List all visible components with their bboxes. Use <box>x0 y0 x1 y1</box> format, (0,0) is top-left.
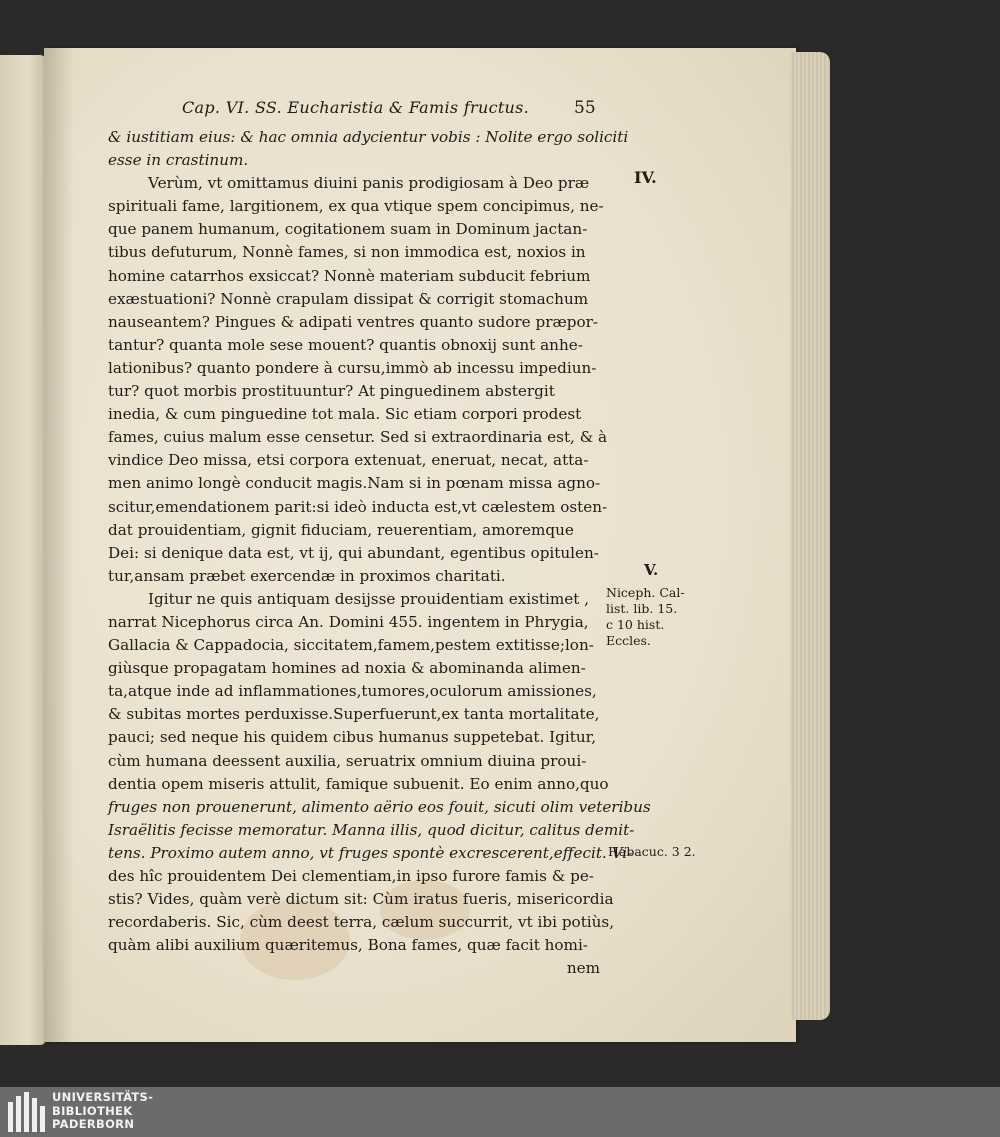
text-line: tibus defuturum, Nonnè fames, si non immodica est, noxios in <box>108 243 586 262</box>
text-line: que panem humanum, cogitationem suam in Dominum jactan- <box>108 220 588 239</box>
text-line: lationibus? quanto pondere à cursu,immò ab incessu impediun- <box>108 358 597 377</box>
text-line: men animo longè conducit magis.Nam si in pœnam missa agno- <box>108 474 601 493</box>
text-line: ta,atque inde ad inflammationes,tumores,oculorum amissiones, <box>108 682 597 701</box>
text-line: Israëlitis fecisse memoratur. Manna illis, quod dicitur, calitus demit- <box>108 820 635 839</box>
margin-note: Niceph. Cal- <box>606 585 685 600</box>
text-line: quàm alibi auxilium quæritemus, Bona fames, quæ facit homi- <box>108 936 588 955</box>
text-line: dentia opem miseris attulit, famique subuenit. Eo enim anno,quo <box>108 774 609 793</box>
margin-section-number: V. <box>644 561 659 579</box>
text-line: Gallacia & Cappadocia, siccitatem,famem,pestem extitisse;lon- <box>108 636 594 655</box>
margin-note: c 10 hist. <box>606 617 665 632</box>
text-line: nauseantem? Pingues & adipati ventres quanto sudore præpor- <box>108 312 598 331</box>
text-line: spirituali fame, largitionem, ex qua vtique spem concipimus, ne- <box>108 197 604 216</box>
text-line: dat prouidentiam, gignit fiduciam, reuerentiam, amoremque <box>108 520 574 539</box>
text-line: inedia, & cum pinguedine tot mala. Sic etiam corpori prodest <box>108 405 582 424</box>
text-line: & iustitiam eius: & hac omnia adycientur vobis : Nolite ergo soliciti <box>108 128 629 146</box>
text-line: tens. Proximo autem anno, vt fruges spontè excrescerent,effecit. Vi- <box>108 843 633 862</box>
text-line: homine catarrhos exsiccat? Nonnè materiam subducit febrium <box>108 266 591 285</box>
running-header: Cap. VI. SS. Eucharistia & Famis fructus. <box>182 98 530 117</box>
text-line: pauci; sed neque his quidem cibus humanus suppetebat. Igitur, <box>108 728 597 747</box>
text-line: Igitur ne quis antiquam desijsse prouidentiam existimet , <box>148 589 590 608</box>
text-line: tur,ansam præbet exercendæ in proximos charitati. <box>108 566 506 585</box>
margin-note: Eccles. <box>606 633 651 648</box>
text-line: & subitas mortes perduxisse.Superfuerunt,ex tanta mortalitate, <box>108 705 600 724</box>
text-line: fames, cuius malum esse censetur. Sed si extraordinaria est, & à <box>108 428 608 447</box>
catchword: nem <box>566 959 600 978</box>
text-line: cùm humana deessent auxilia, seruatrix omnium diuina proui- <box>108 751 587 770</box>
text-line: vindice Deo missa, etsi corpora extenuat, eneruat, necat, atta- <box>108 451 589 470</box>
text-line: scitur,emendationem parit:si ideò inducta est,vt cælestem osten- <box>108 497 608 516</box>
text-line: tantur? quanta mole sese mouent? quantis obnoxij sunt anhe- <box>108 335 583 354</box>
text-line: tur? quot morbis prostituuntur? At pinguedinem abstergit <box>108 382 555 401</box>
text-line: recordaberis. Sic, cùm deest terra, cælum succurrit, vt ibi potiùs, <box>108 913 615 932</box>
text-line: giùsque propagatam homines ad noxia & abominanda alimen- <box>108 659 586 678</box>
text-line: narrat Nicephorus circa An. Domini 455. ingentem in Phrygia, <box>108 612 589 631</box>
text-line: stis? Vides, quàm verè dictum sit: Cùm iratus fueris, misericordia <box>108 890 614 909</box>
library-name: UNIVERSITÄTS- BIBLIOTHEK PADERBORN <box>52 1090 154 1131</box>
text-line: exæstuationi? Nonnè crapulam dissipat & corrigit stomachum <box>108 289 589 308</box>
margin-note: list. lib. 15. <box>606 601 678 616</box>
left-page-edge <box>0 55 46 1045</box>
library-logo-icon <box>8 1092 48 1132</box>
text-line: fruges non prouenerunt, alimento aërio eos fouit, sicuti olim veteribus <box>108 797 651 816</box>
margin-note: Habacuc. 3 2. <box>608 844 696 859</box>
text-line: esse in crastinum. <box>108 151 249 170</box>
margin-section-number: IV. <box>634 168 657 187</box>
page-fore-edge <box>790 52 830 1020</box>
page-number: 55 <box>574 98 596 118</box>
library-footer <box>0 1087 1000 1137</box>
text-line: des hîc prouidentem Dei clementiam,in ipso furore famis & pe- <box>108 867 594 885</box>
page-gutter-shadow <box>44 48 74 1042</box>
text-line: Dei: si denique data est, vt ij, qui abundant, egentibus opitulen- <box>108 543 599 562</box>
text-line: Verùm, vt omittamus diuini panis prodigiosam à Deo præ <box>148 174 590 193</box>
